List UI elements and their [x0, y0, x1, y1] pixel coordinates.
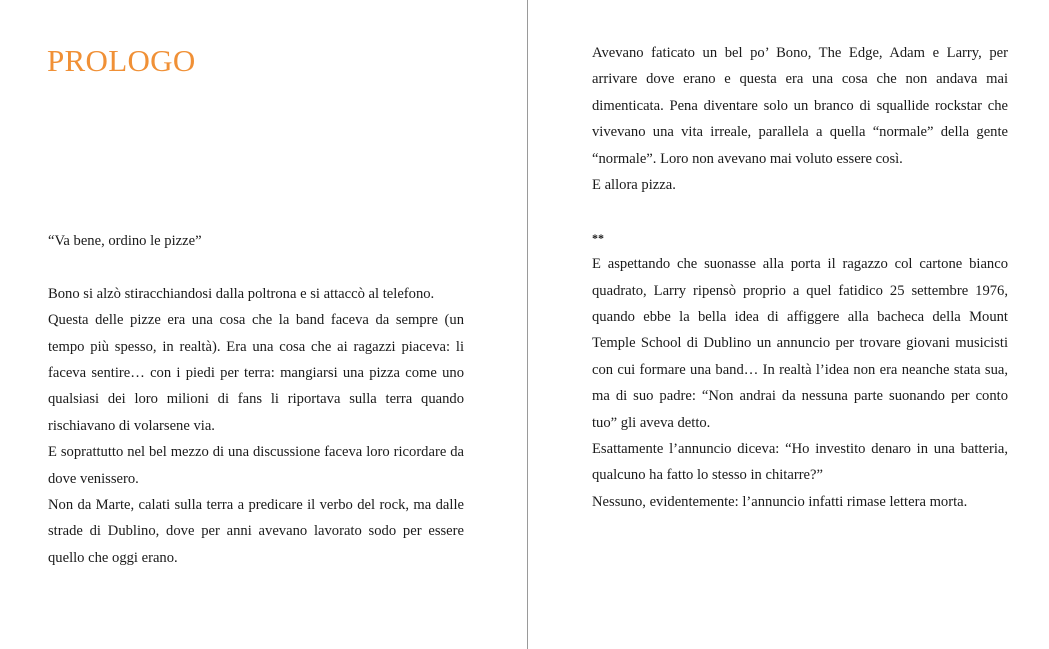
paragraph: Bono si alzò stiracchiandosi dalla poltrona e si attaccò al telefono. [48, 285, 435, 302]
section-separator: ** [592, 230, 604, 245]
right-page [528, 0, 1049, 649]
right-page-text [592, 40, 1008, 515]
paragraph: Avevano faticato un bel po’ Bono, The Edge, Adam e Larry, per arrivare dove erano e questa era una cosa che non andava mai dimenticata. Pena diventare solo un branco di squallide rockstar che vivevano una vita irreale, parallela a quella “normale” della gente “normale”. Loro non avevano mai voluto essere così. [592, 45, 1008, 167]
paragraph-gap [48, 254, 464, 280]
paragraph: Questa delle pizze era una cosa che la band faceva da sempre (un tempo più spesso, in realtà). Era una cosa che ai ragazzi piaceva: li faceva sentire… con i piedi per terra: mangiarsi una pizza come uno qualsiasi dei loro milioni di fans li riportava sulla terra quando rischiavano di volarsene via. [48, 312, 464, 434]
paragraph: Non da Marte, calati sulla terra a predicare il verbo del rock, ma dalle strade di Dublino, dove per anni avevano lavorato sodo per essere quello che oggi erano. [48, 497, 464, 566]
paragraph: Esattamente l’annuncio diceva: “Ho investito denaro in una batteria, qualcuno ha fatto lo stesso in chitarre?” [592, 441, 1008, 484]
dialogue-line: “Va bene, ordino le pizze” [48, 233, 202, 249]
paragraph-gap [592, 198, 1008, 224]
paragraph: E allora pizza. [592, 177, 676, 194]
paragraph: Nessuno, evidentemente: l’annuncio infatti rimase lettera morta. [592, 493, 968, 510]
paragraph: E aspettando che suonasse alla porta il ragazzo col cartone bianco quadrato, Larry ripensò proprio a quel fatidico 25 settembre 1976, quando ebbe la bella idea di affiggere alla bacheca della Mount Temple School di Dublino un annuncio per trovare giovani musicisti con cui formare una band… In realtà l’idea non era neanche stata sua, ma di suo padre: “Non andrai da nessuna parte suonando per conto tuo” gli aveva detto. [592, 256, 1008, 431]
chapter-title: PROLOGO [47, 43, 196, 78]
left-page-text [48, 228, 464, 571]
paragraph: E soprattutto nel bel mezzo di una discussione faceva loro ricordare da dove venissero. [48, 444, 464, 487]
